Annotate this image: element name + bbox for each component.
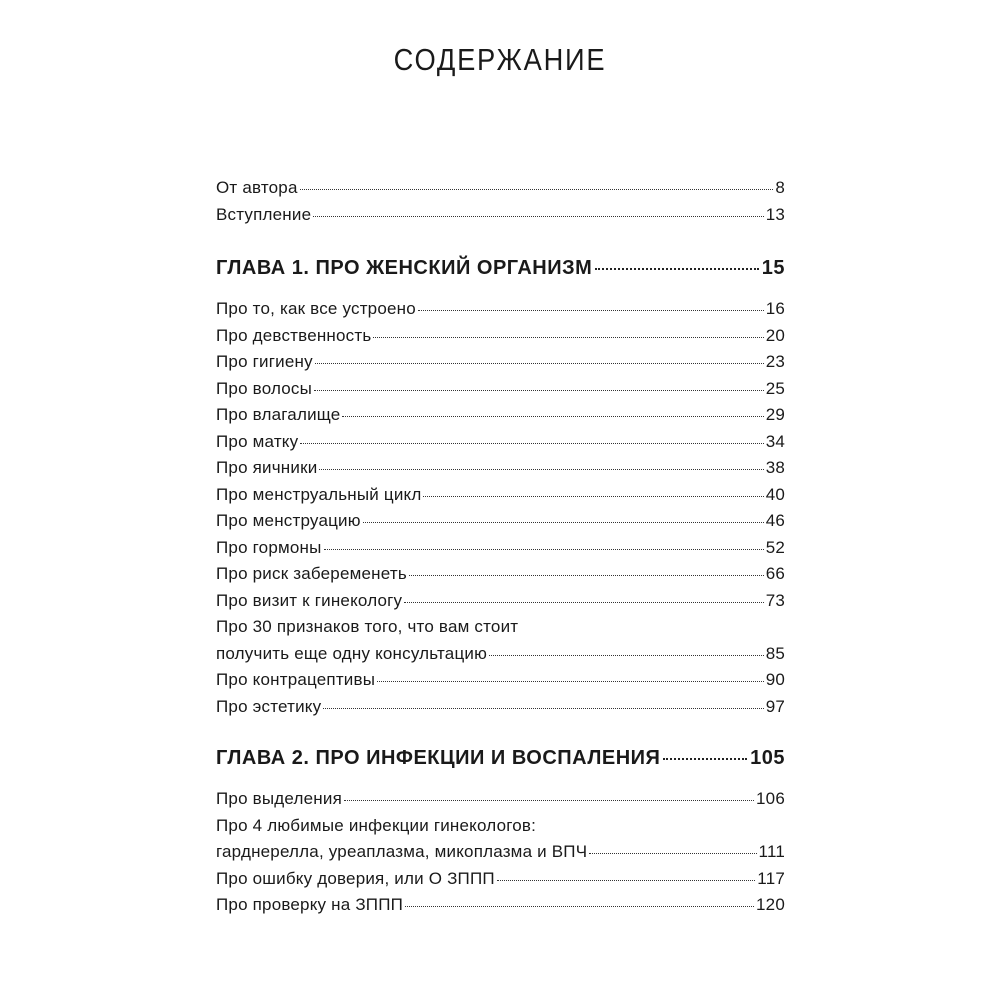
dot-leader: [313, 216, 763, 217]
toc-entry-line1[interactable]: [216, 816, 785, 843]
toc-entry-page: 8: [775, 178, 785, 197]
toc-entry-page: 120: [756, 895, 785, 914]
toc-entry-label: Про гигиену: [216, 352, 313, 371]
toc-entry[interactable]: [216, 789, 785, 816]
toc-entry-label: Про менструальный цикл: [216, 484, 422, 504]
dot-leader: [589, 853, 756, 854]
dot-leader: [342, 416, 763, 417]
dot-leader: [363, 522, 764, 523]
toc-entry-page: 38: [765, 458, 785, 477]
toc-entry-label: Про гормоны: [216, 537, 322, 557]
toc-entry-label: гарднерелла, уреаплазма, микоплазма и ВПЧ: [216, 842, 588, 861]
dot-leader: [409, 575, 764, 576]
toc-entry-page: 52: [765, 537, 785, 557]
toc-entry-page: 29: [765, 405, 785, 424]
dot-leader: [344, 800, 754, 801]
toc-entry[interactable]: [216, 895, 785, 922]
toc-entry[interactable]: [216, 591, 785, 618]
toc-entry-page: 106: [756, 789, 785, 808]
dot-leader: [377, 681, 764, 682]
toc-entry-label: Про девственность: [216, 325, 372, 345]
toc-entry-page: 66: [765, 564, 785, 583]
toc-entry-label: Про ошибку доверия, или О ЗППП: [216, 868, 495, 888]
toc-entry-label: Про то, как все устроено: [216, 299, 416, 318]
toc-entry-line1[interactable]: [216, 617, 785, 644]
toc-entry-page: 23: [765, 352, 785, 371]
toc-entry[interactable]: [216, 697, 785, 724]
toc-entry[interactable]: [216, 432, 785, 459]
toc-entry-label: Про менструацию: [216, 511, 361, 530]
chapter-page: 105: [750, 747, 785, 769]
toc-entry-label: Про яичники: [216, 458, 318, 477]
toc-entry-label: Про эстетику: [216, 696, 322, 716]
dot-leader: [323, 708, 763, 709]
dot-leader: [418, 310, 764, 311]
toc-entry-label: Про выделения: [216, 789, 342, 808]
toc-entry-label: Про 4 любимые инфекции гинекологов:: [216, 815, 537, 835]
toc-entry-page: 117: [757, 868, 785, 888]
chapter-page: 15: [761, 257, 785, 279]
dot-leader: [319, 469, 763, 470]
toc-chapter-2[interactable]: [216, 747, 785, 777]
toc-entry-label: Вступление: [216, 204, 312, 224]
toc-entry-page: 111: [758, 842, 785, 861]
dot-leader: [300, 443, 763, 444]
toc-entry-label: получить еще одну консультацию: [216, 643, 488, 663]
toc-chapter-1[interactable]: [216, 257, 785, 287]
toc-entry-page: 40: [765, 484, 785, 504]
toc-entry[interactable]: [216, 869, 785, 896]
toc-entry-page: 97: [765, 696, 785, 716]
dot-leader: [300, 189, 774, 190]
toc-entry-page: 34: [765, 431, 785, 451]
dot-leader: [663, 758, 747, 760]
chapter-title: ГЛАВА 2. ПРО ИНФЕКЦИИ И ВОСПАЛЕНИЯ: [216, 747, 661, 769]
dot-leader: [404, 602, 763, 603]
toc-entry[interactable]: [216, 842, 785, 869]
toc-entry-page: 16: [765, 299, 785, 318]
toc-entry-page: 46: [765, 511, 785, 530]
dot-leader: [423, 496, 763, 497]
toc-entry-page: 85: [765, 643, 785, 663]
toc-entry[interactable]: [216, 379, 785, 406]
toc-entry[interactable]: [216, 538, 785, 565]
toc-entry-page: 25: [765, 378, 785, 398]
dot-leader: [405, 906, 754, 907]
toc-entry-introduction[interactable]: [216, 205, 785, 232]
toc-entry-label: Про визит к гинекологу: [216, 590, 403, 610]
toc-entry-label: Про 30 признаков того, что вам стоит: [216, 617, 519, 636]
toc-entry-page: 90: [765, 670, 785, 689]
dot-leader: [315, 363, 764, 364]
dot-leader: [489, 655, 764, 656]
toc-entry-label: Про риск забеременеть: [216, 564, 407, 583]
page-title: СОДЕРЖАНИЕ: [393, 42, 607, 77]
toc-entry[interactable]: [216, 326, 785, 353]
dot-leader: [324, 549, 764, 550]
chapter-title: ГЛАВА 1. ПРО ЖЕНСКИЙ ОРГАНИЗМ: [216, 257, 593, 279]
toc-entry[interactable]: [216, 644, 785, 671]
toc-entry[interactable]: [216, 352, 785, 379]
toc-entry-page: 13: [765, 204, 785, 224]
toc-entry-label: Про матку: [216, 431, 299, 451]
toc-entry[interactable]: [216, 405, 785, 432]
toc-entry[interactable]: [216, 670, 785, 697]
toc-entry[interactable]: [216, 458, 785, 485]
toc-entry-label: Про волосы: [216, 378, 313, 398]
toc-entry-label: От автора: [216, 178, 298, 197]
toc-entry-page: 73: [765, 590, 785, 610]
toc-entry[interactable]: [216, 564, 785, 591]
toc-entry-from-author[interactable]: [216, 178, 785, 205]
dot-leader: [373, 337, 763, 338]
toc-entry[interactable]: [216, 299, 785, 326]
toc-entry-label: Про влагалище: [216, 405, 341, 424]
dot-leader: [595, 268, 758, 270]
toc-entry-page: 20: [765, 325, 785, 345]
dot-leader: [497, 880, 755, 881]
table-of-contents: [216, 178, 785, 922]
toc-entry[interactable]: [216, 511, 785, 538]
toc-entry[interactable]: [216, 485, 785, 512]
toc-entry-label: Про контрацептивы: [216, 670, 376, 689]
toc-entry-label: Про проверку на ЗППП: [216, 895, 404, 914]
dot-leader: [314, 390, 764, 391]
